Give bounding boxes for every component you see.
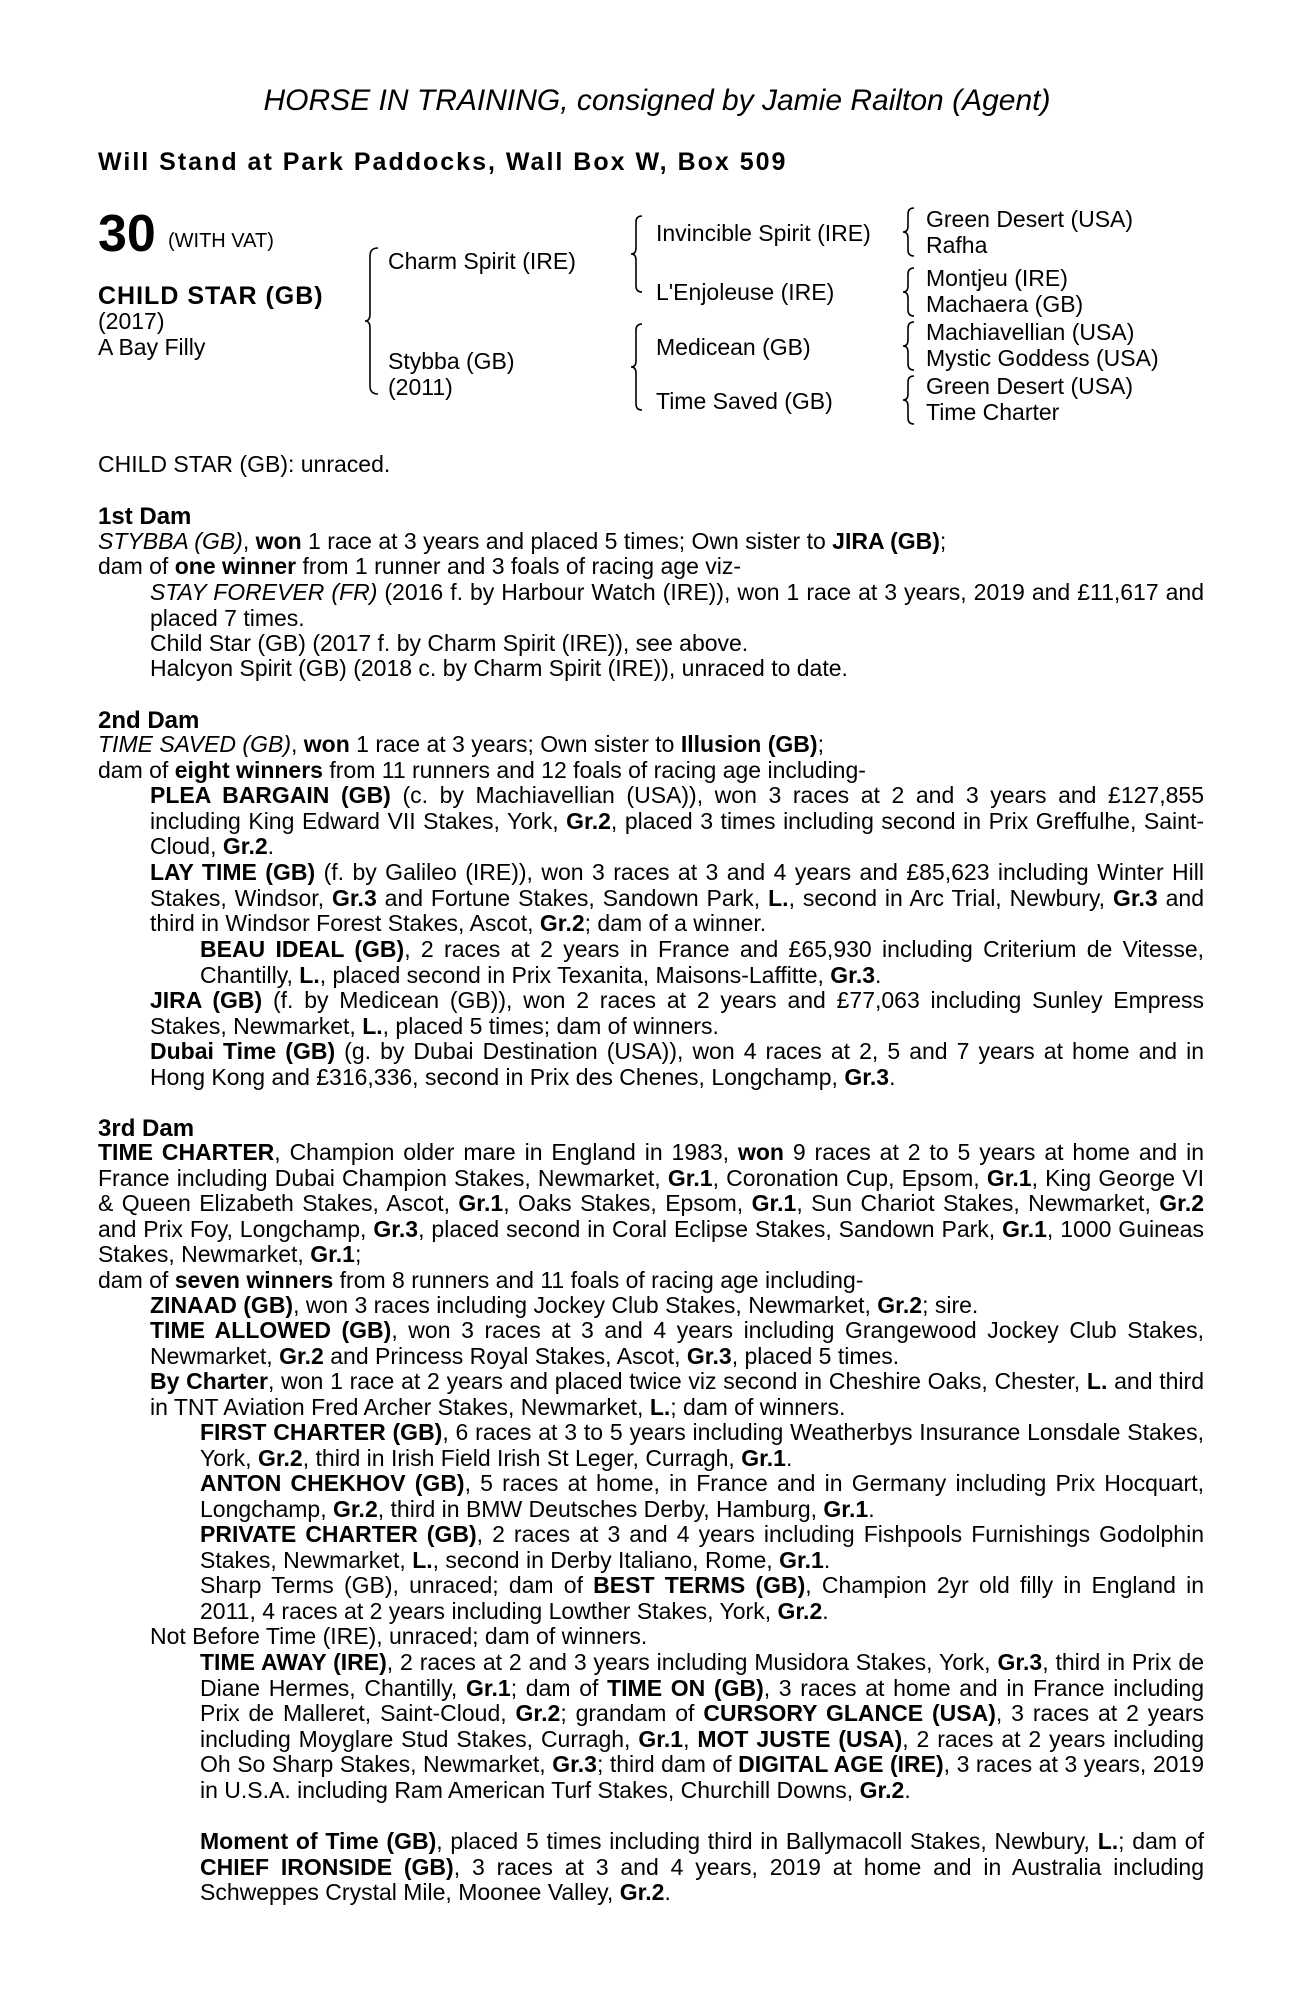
- second-dam-beau-ideal: BEAU IDEAL (GB), 2 races at 2 years in France and £65,930 including Criterium de Vitesse, Chantilly, L., placed second in Prix Texanita, Maisons-Laffitte, Gr.3.: [200, 936, 1205, 988]
- third-dam-time-away: TIME AWAY (IRE), 2 races at 2 and 3 years including Musidora Stakes, York, Gr.3, third in Prix de Diane Hermes, Chantilly, Gr.1; dam of TIME ON (GB), 3 races at home and in France including Prix de Malleret, Saint-Cloud, Gr.2; grandam of CURSORY GLANCE (USA), 3 races at 2 years including Moyglare Stud Stakes, Curragh, Gr.1, MOT JUSTE (USA), 2 races at 2 years including Oh So Sharp Stakes, Newmarket, Gr.3; third dam of DIGITAL AGE (IRE), 3 races at 3 years, 2019 in U.S.A. including Ram American Turf Stakes, Churchill Downs, Gr.2.: [200, 1649, 1205, 1803]
- third-dam-moment-of-time: Moment of Time (GB), placed 5 times including third in Ballymacoll Stakes, Newbury, L.; dam of CHIEF IRONSIDE (GB), 3 races at 3 and 4 years, 2019 at home and in Australia including Schweppes Crystal Mile, Moonee Valley, Gr.2.: [200, 1828, 1205, 1905]
- lot-year: (2017): [98, 308, 165, 334]
- pedigree-dds: Green Desert (USA): [926, 373, 1134, 399]
- pedigree-brace-ds: [902, 320, 920, 372]
- third-dam-time-charter: TIME CHARTER, Champion older mare in England in 1983, won 9 races at 2 to 5 years at home and in France including Dubai Champion Stakes, Newmarket, Gr.1, Coronation Cup, Epsom, Gr.1, King George VI & Queen Elizabeth Stakes, Ascot, Gr.1, Oaks Stakes, Epsom, Gr.1, Sun Chariot Stakes, Newmarket, Gr.2 and Prix Foy, Longchamp, Gr.3, placed second in Coral Eclipse Stakes, Sandown Park, Gr.1, 1000 Guineas Stakes, Newmarket, Gr.1;: [98, 1139, 1205, 1267]
- page-title: HORSE IN TRAINING, consigned by Jamie Railton (Agent): [263, 84, 1051, 117]
- second-dam-jira: JIRA (GB) (f. by Medicean (GB)), won 2 races at 2 years and £77,063 including Sunley Empress Stakes, Newmarket, L., placed 5 times; dam of winners.: [150, 987, 1204, 1039]
- second-dam-line-2: dam of eight winners from 11 runners and 12 foals of racing age including-: [98, 757, 866, 783]
- third-dam-zinaad: ZINAAD (GB), won 3 races including Jockey Club Stakes, Newmarket, Gr.2; sire.: [150, 1292, 979, 1318]
- third-dam-time-allowed: TIME ALLOWED (GB), won 3 races at 3 and 4 years including Grangewood Jockey Club Stakes, Newmarket, Gr.2 and Princess Royal Stakes, Ascot, Gr.3, placed 5 times.: [150, 1317, 1204, 1369]
- pedigree-dam-year: (2011): [388, 374, 453, 400]
- second-dam-dubai-time: Dubai Time (GB) (g. by Dubai Destination (USA)), won 4 races at 2, 5 and 7 years at home and in Hong Kong and £316,336, second in Prix des Chenes, Longchamp, Gr.3.: [150, 1038, 1204, 1090]
- second-dam-line-1: TIME SAVED (GB), won 1 race at 3 years; Own sister to Illusion (GB);: [98, 731, 824, 757]
- pedigree-dam-sire: Medicean (GB): [656, 334, 811, 360]
- pedigree-brace-main: [364, 246, 384, 396]
- pedigree-sss: Green Desert (USA): [926, 206, 1134, 232]
- first-dam-progeny-3: Halcyon Spirit (GB) (2018 c. by Charm Spirit (IRE)), unraced to date.: [150, 655, 848, 681]
- lot-name: CHILD STAR (GB): [98, 282, 324, 310]
- pedigree-sire-sire: Invincible Spirit (IRE): [656, 220, 871, 246]
- third-dam-sharp-terms: Sharp Terms (GB), unraced; dam of BEST TERMS (GB), Champion 2yr old filly in England in 2011, 4 races at 2 years including Lowther Stakes, York, Gr.2.: [200, 1572, 1204, 1624]
- second-dam-plea-bargain: PLEA BARGAIN (GB) (c. by Machiavellian (USA)), won 3 races at 2 and 3 years and £127,855 including King Edward VII Stakes, York, Gr.2, placed 3 times including second in Prix Greffulhe, Saint-Cloud, Gr.2.: [150, 782, 1204, 859]
- stand-location: Will Stand at Park Paddocks, Wall Box W, Box 509: [98, 148, 788, 176]
- pedigree-brace-sd: [902, 266, 920, 318]
- first-dam-progeny-1: STAY FOREVER (FR) (2016 f. by Harbour Watch (IRE)), won 1 race at 3 years, 2019 and £11,617 and placed 7 times.: [150, 579, 1204, 631]
- pedigree-dsd: Mystic Goddess (USA): [926, 345, 1159, 371]
- pedigree-sds: Montjeu (IRE): [926, 265, 1068, 291]
- pedigree-dss: Machiavellian (USA): [926, 319, 1135, 345]
- lot-number: 30: [98, 205, 156, 263]
- first-dam-line-1: STYBBA (GB), won 1 race at 3 years and placed 5 times; Own sister to JIRA (GB);: [98, 528, 947, 554]
- third-dam-anton-chekhov: ANTON CHEKHOV (GB), 5 races at home, in France and in Germany including Prix Hocquart, Longchamp, Gr.2, third in BMW Deutsches Derby, Hamburg, Gr.1.: [200, 1470, 1204, 1522]
- third-dam-private-charter: PRIVATE CHARTER (GB), 2 races at 3 and 4 years including Fishpools Furnishings Godolphin Stakes, Newmarket, L., second in Derby Italiano, Rome, Gr.1.: [200, 1521, 1204, 1573]
- second-dam-heading: 2nd Dam: [98, 707, 200, 734]
- first-dam-heading: 1st Dam: [98, 503, 192, 530]
- pedigree-brace-sire: [630, 214, 648, 294]
- lot-vat: (WITH VAT): [168, 230, 274, 252]
- race-summary: CHILD STAR (GB): unraced.: [98, 451, 391, 477]
- third-dam-heading: 3rd Dam: [98, 1115, 195, 1142]
- third-dam-by-charter: By Charter, won 1 race at 2 years and placed twice viz second in Cheshire Oaks, Chester, L. and third in TNT Aviation Fred Archer Stakes, Newmarket, L.; dam of winners.: [150, 1368, 1204, 1420]
- first-dam-progeny-2: Child Star (GB) (2017 f. by Charm Spirit (IRE)), see above.: [150, 630, 749, 656]
- third-dam-not-before-time: Not Before Time (IRE), unraced; dam of winners.: [150, 1623, 648, 1649]
- pedigree-ssd: Rafha: [926, 232, 988, 258]
- third-dam-line-2: dam of seven winners from 8 runners and 11 foals of racing age including-: [98, 1267, 864, 1293]
- pedigree-brace-dd: [902, 374, 920, 426]
- pedigree-sire-dam: L'Enjoleuse (IRE): [656, 279, 835, 305]
- first-dam-line-2: dam of one winner from 1 runner and 3 foals of racing age viz-: [98, 553, 742, 579]
- third-dam-first-charter: FIRST CHARTER (GB), 6 races at 3 to 5 years including Weatherbys Insurance Lonsdale Stakes, York, Gr.2, third in Irish Field Irish St Leger, Curragh, Gr.1.: [200, 1419, 1204, 1471]
- pedigree-brace-dam: [630, 322, 648, 412]
- pedigree-dam: Stybba (GB): [388, 348, 515, 374]
- pedigree-dam-dam: Time Saved (GB): [656, 388, 833, 414]
- pedigree-ddd: Time Charter: [926, 399, 1060, 425]
- second-dam-lay-time: LAY TIME (GB) (f. by Galileo (IRE)), won 3 races at 3 and 4 years and £85,623 including Winter Hill Stakes, Windsor, Gr.3 and Fortune Stakes, Sandown Park, L., second in Arc Trial, Newbury, Gr.3 and third in Windsor Forest Stakes, Ascot, Gr.2; dam of a winner.: [150, 859, 1204, 936]
- lot-description: A Bay Filly: [98, 334, 206, 360]
- pedigree-sdd: Machaera (GB): [926, 291, 1084, 317]
- pedigree-brace-ss: [902, 206, 920, 258]
- pedigree-sire: Charm Spirit (IRE): [388, 248, 576, 274]
